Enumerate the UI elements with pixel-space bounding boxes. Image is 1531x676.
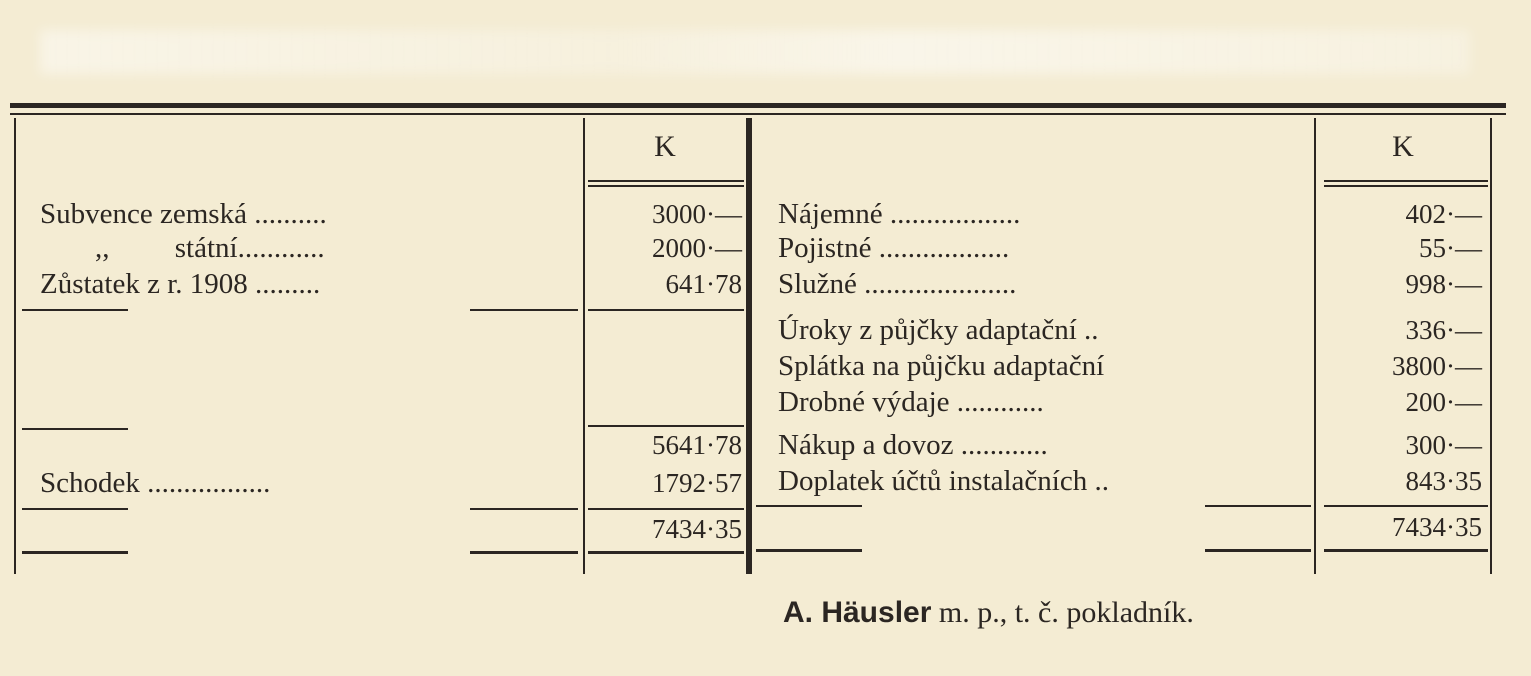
income-amount-2: 2000·— [652,233,742,263]
expense-label-8: Doplatek účtů instalačních .. [778,465,1109,497]
total-rule-left-1 [22,508,128,510]
signature-name: A. Häusler [783,596,932,629]
income-subtotal: 5641·78 [652,430,742,460]
header-underline-left-1 [588,180,744,182]
header-underline-right-2 [1324,185,1488,187]
deficit-amount: 1792·57 [652,468,742,498]
expense-label-7: Nákup a dovoz ............ [778,429,1048,461]
expenses-total: 7434·35 [1392,512,1482,542]
expense-amount-6: 200·— [1405,387,1482,417]
income-amount-1: 3000·— [652,199,742,229]
expense-amount-8: 843·35 [1405,466,1482,496]
expense-amount-7: 300·— [1405,430,1482,460]
left-border [14,118,16,574]
expense-amount-5: 3800·— [1392,351,1482,381]
expense-amount-4: 336·— [1405,315,1482,345]
income-rule-a1 [22,309,128,311]
expense-amount-3: 998·— [1405,269,1482,299]
top-rule-thin [10,113,1506,115]
bottom-rule-right-2 [1205,549,1311,552]
right-border [1490,118,1492,574]
bottom-rule-left-2 [470,551,578,554]
bottom-rule-left-3 [588,551,744,554]
left-amount-col-left [583,118,585,574]
income-amount-3: 641·78 [665,269,742,299]
expense-label-2: Pojistné .................. [778,232,1010,264]
bottom-rule-left-1 [22,551,128,554]
total-rule-right-3 [1324,505,1488,507]
right-amount-col-left [1314,118,1316,574]
total-rule-left-2 [470,508,578,510]
income-rule-b1 [22,428,128,430]
expense-label-1: Nájemné .................. [778,198,1021,230]
income-label-2: ,, státní............ [95,232,325,264]
income-rule-b2 [588,425,744,427]
income-rule-a3 [588,309,744,311]
expense-amount-2: 55·— [1419,233,1482,263]
currency-header-right: K [1392,130,1414,163]
obscured-heading [40,30,1470,74]
header-underline-right-1 [1324,180,1488,182]
total-rule-right-1 [756,505,862,507]
signature-title: m. p., t. č. pokladník. [938,596,1194,629]
total-rule-left-3 [588,508,744,510]
header-underline-left-2 [588,185,744,187]
signature-line [783,596,1194,630]
expense-label-5: Splátka na půjčku adaptační [778,350,1105,382]
total-rule-right-2 [1205,505,1311,507]
expense-label-3: Služné ..................... [778,268,1017,300]
expense-amount-1: 402·— [1405,199,1482,229]
income-label-1: Subvence zemská .......... [40,198,327,230]
center-divider [746,118,752,574]
income-label-3: Zůstatek z r. 1908 ......... [40,268,321,300]
currency-header-left: K [654,130,676,163]
income-total: 7434·35 [652,514,742,544]
top-rule-thick [10,103,1506,108]
bottom-rule-right-1 [756,549,862,552]
bottom-rule-right-3 [1324,549,1488,552]
deficit-label: Schodek ................. [40,467,271,499]
expense-label-6: Drobné výdaje ............ [778,386,1044,418]
expense-label-4: Úroky z půjčky adaptační .. [778,314,1099,346]
income-rule-a2 [470,309,578,311]
